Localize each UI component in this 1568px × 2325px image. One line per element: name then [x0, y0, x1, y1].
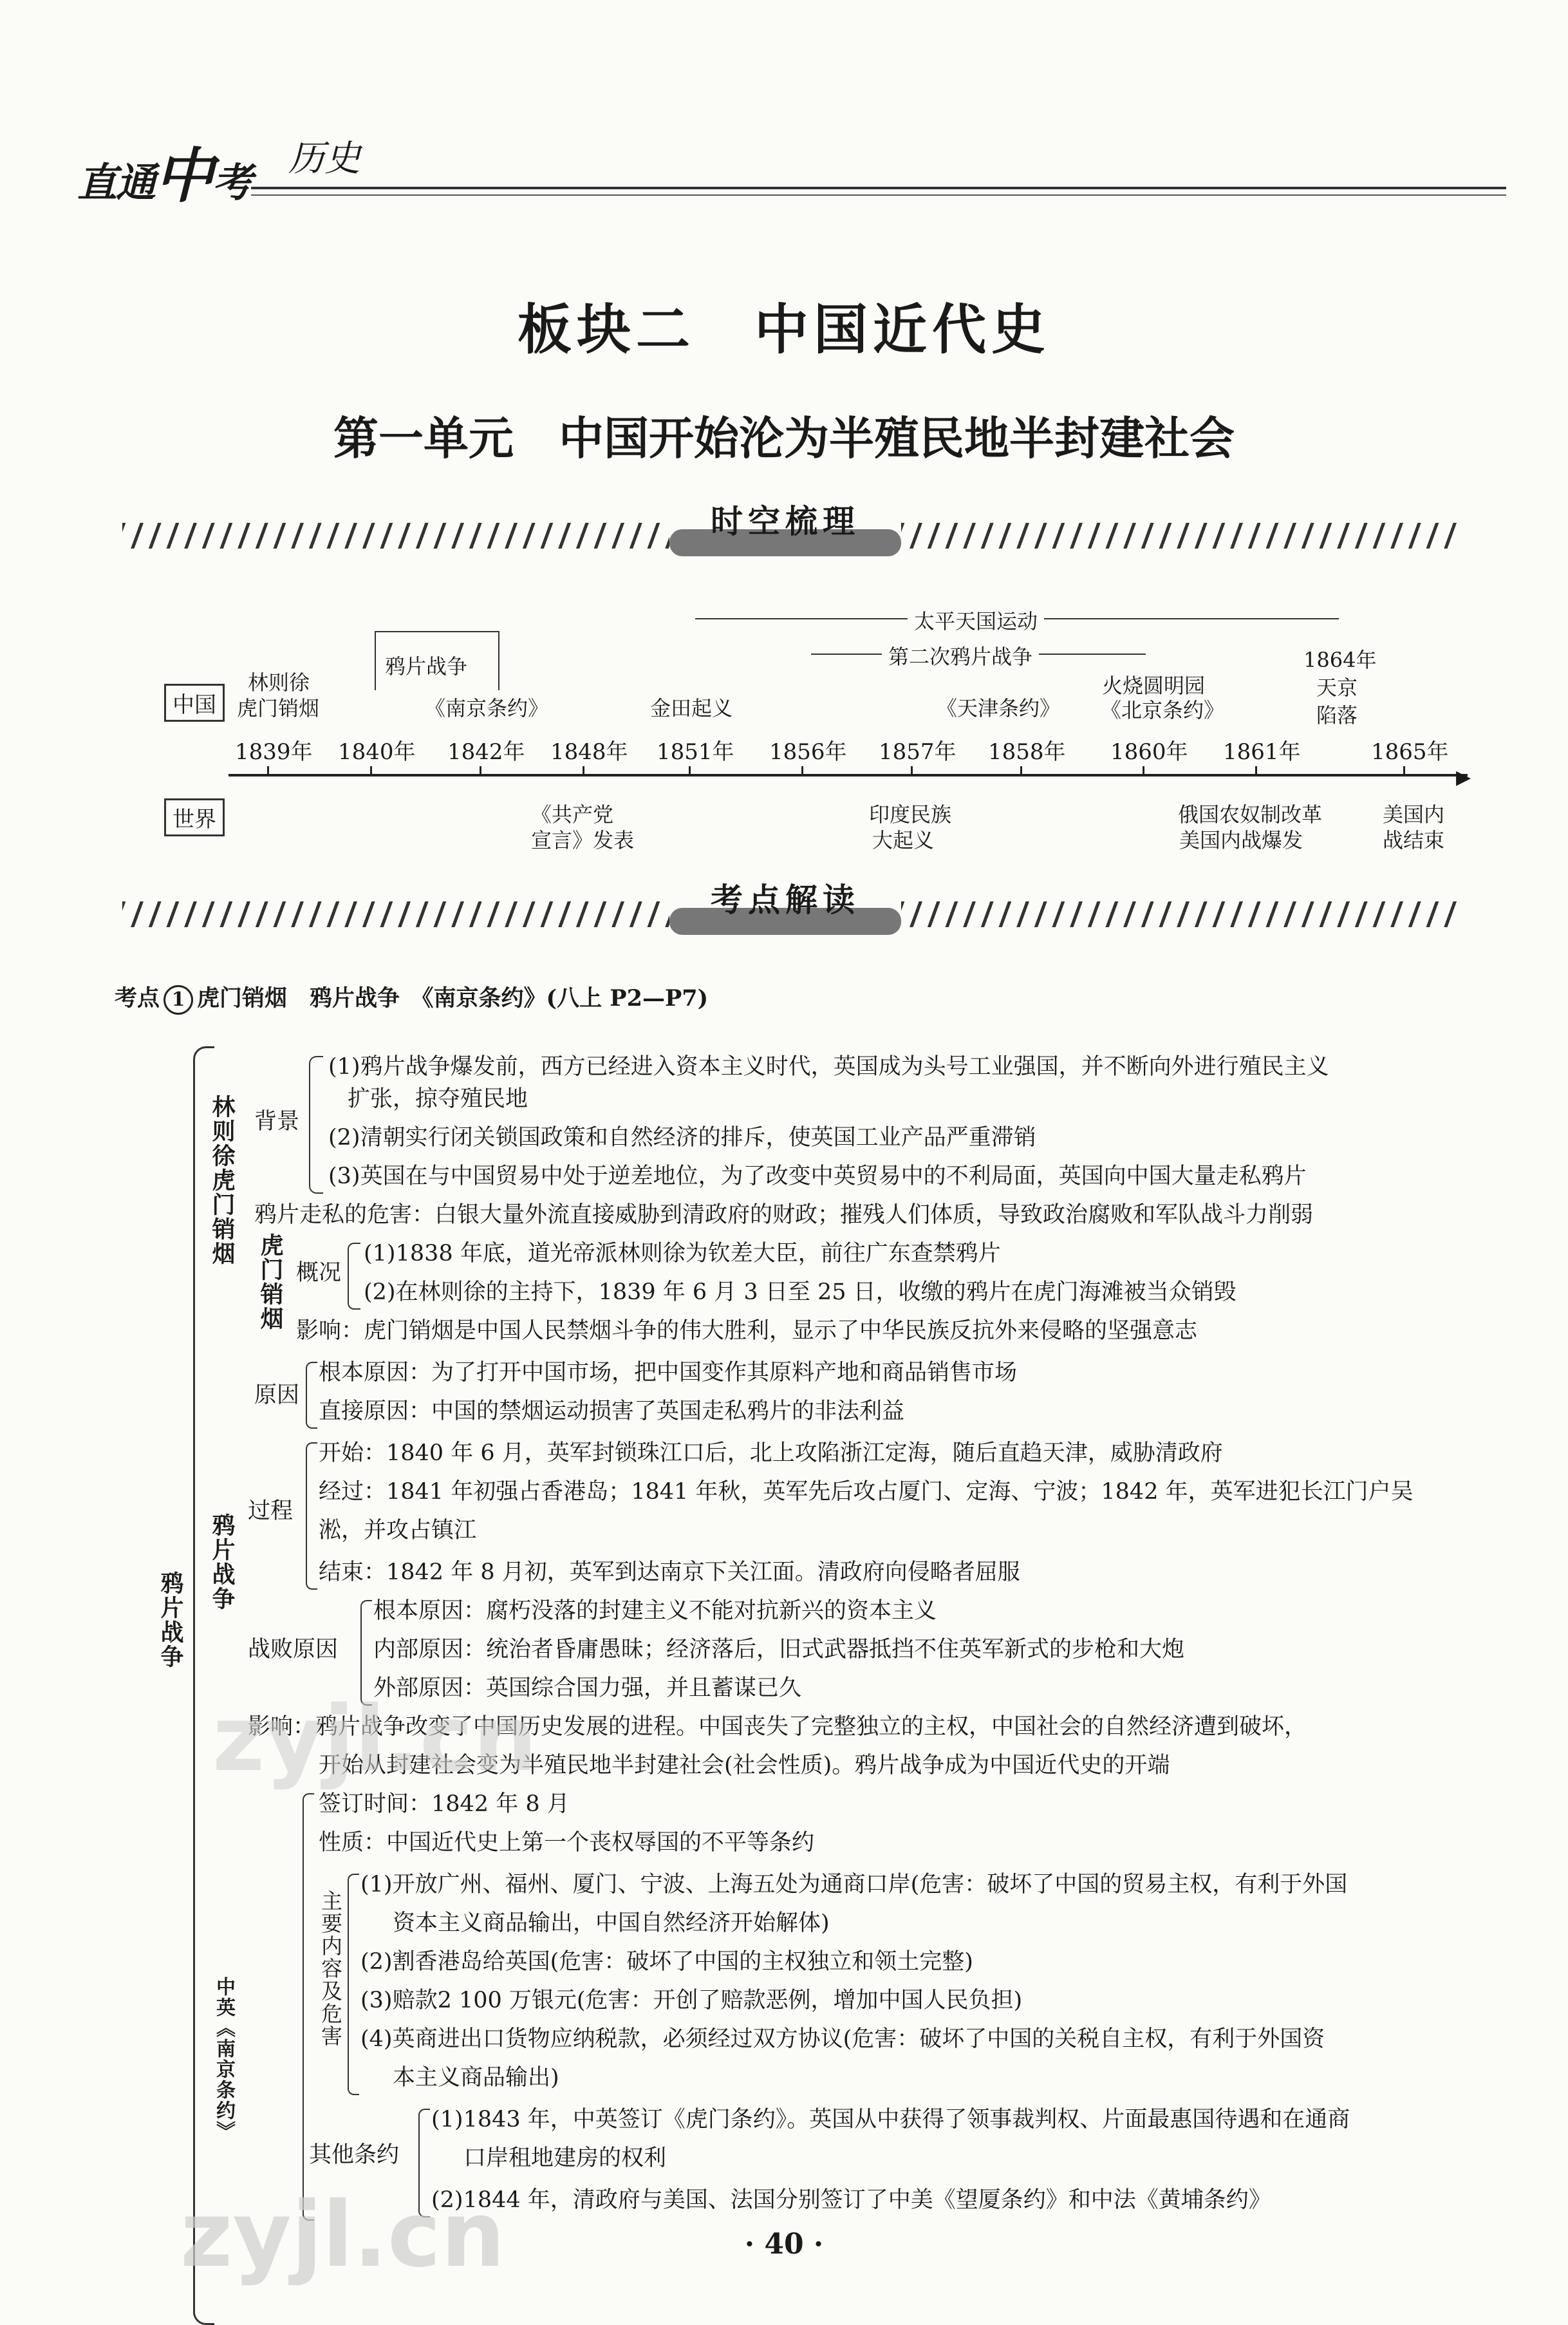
fall-label-2: 天京: [1316, 675, 1358, 700]
line-bg3: (3)英国在与中国贸易中处于逆差地位，为了改变中英贸易中的不利局面，英国向中国大量走私鸦片: [328, 1163, 1307, 1189]
world-us-end-2: 战结束: [1383, 828, 1445, 852]
line-cause2: 直接原因：中国的禁烟运动损害了英国走私鸦片的非法利益: [319, 1398, 905, 1424]
line-o1b: 口岸租地建房的权利: [463, 2145, 667, 2171]
line-harm: 鸦片走私的危害：白银大量外流直接威胁到清政府的财政；摧残人们体质，导致政治腐败和军队战斗力削弱: [254, 1202, 1314, 1228]
jintian-label: 金田起义: [650, 696, 733, 720]
china-label: 中国: [164, 684, 225, 722]
banner-ticks-right: [901, 523, 1461, 549]
timeline-year: 1860年: [1110, 739, 1188, 765]
cause-label: 原因: [254, 1382, 300, 1408]
taiping-label: 太平天国运动: [908, 605, 1044, 635]
line-c4: (4)英商进出口货物应纳税款，必须经过双方协议(危害：破坏了中国的关税自主权，有利于外国资: [360, 2026, 1325, 2052]
header-rule-thin: [251, 194, 1506, 196]
timeline-year: 1858年: [988, 739, 1066, 765]
brace-content: [348, 1874, 359, 2095]
line-impact: 影响：虎门销烟是中国人民禁烟斗争的伟大胜利，显示了中华民族反抗外来侵略的坚强意志: [296, 1318, 1198, 1344]
side-label-humen: 虎门销烟: [257, 1233, 284, 1331]
nanjing-label: 《南京条约》: [425, 696, 549, 720]
timeline-year: 1865年: [1371, 739, 1449, 765]
timeline-year: 1851年: [657, 739, 734, 765]
burn-label-1: 火烧圆明园: [1102, 673, 1206, 698]
watermark-top: zyjl.cn: [212, 1687, 537, 1792]
header-subject: 历史: [288, 138, 360, 180]
timeline-tick: [480, 766, 481, 775]
axis-arrow-icon: ▶: [1456, 766, 1471, 789]
line-bg1b: 扩张，掠夺殖民地: [348, 1086, 528, 1112]
line-ov1: (1)1838 年底，道光帝派林则徐为钦差大臣，前往广东查禁鸦片: [364, 1241, 1001, 1266]
second-war-label: 第二次鸦片战争: [882, 641, 1039, 670]
line-inf2: 开始从封建社会变为半殖民地半封建社会(社会性质)。鸦片战争成为中国近代史的开端: [319, 1753, 1170, 1778]
line-c1: (1)开放广州、福州、厦门、宁波、上海五处为通商口岸(危害：破坏了中国的贸易主权，有利于外国: [360, 1872, 1348, 1897]
line-proc3: 结束：1842 年 8 月初，英军到达南京下关江面。清政府向侵略者屈服: [319, 1559, 1020, 1585]
timeline-year: 1857年: [879, 739, 957, 765]
brace-bg: [309, 1056, 323, 1194]
brace-nanjing: [303, 1793, 314, 2221]
watermark-bottom: zyjl.cn: [180, 2183, 505, 2288]
line-def1: 根本原因：腐朽没落的封建主义不能对抗新兴的资本主义: [373, 1598, 937, 1624]
line-bg1: (1)鸦片战争爆发前，西方已经进入资本主义时代，英国成为头号工业强国，并不断向外进行殖民主义: [328, 1054, 1329, 1080]
line-proc2: 经过：1841 年初强占香港岛；1841 年秋，英军先后攻占厦门、定海、宁波；1842 年，英军进犯长江门户吴: [319, 1479, 1414, 1505]
header-rule: [251, 187, 1506, 189]
timeline-tick: [911, 766, 913, 775]
opium-war-label: 鸦片战争: [385, 654, 468, 679]
section-title-timeline: 时空梳理: [711, 502, 860, 540]
world-india-1: 印度民族: [869, 802, 952, 827]
defeat-label: 战败原因: [248, 1637, 339, 1662]
line-proc2b: 淞，并攻占镇江: [319, 1518, 477, 1543]
lin-label-2: 虎门销烟: [237, 696, 320, 720]
line-cause1: 根本原因：为了打开中国市场，把中国变作其原料产地和商品销售市场: [319, 1360, 1018, 1386]
timeline-tick: [1020, 766, 1022, 775]
timeline-tick: [1255, 766, 1257, 775]
world-manifesto-2: 宣言》发表: [531, 828, 635, 852]
fall-label-1: 1864年: [1303, 648, 1377, 672]
header-logo: 直通中考: [77, 141, 252, 211]
line-c1b: 资本主义商品输出，中国自然经济开始解体): [393, 1910, 830, 1936]
world-russia: 俄国农奴制改革: [1178, 802, 1323, 827]
page-subtitle: 第一单元 中国开始沦为半殖民地半封建社会: [333, 411, 1235, 465]
world-india-2: 大起义: [872, 828, 935, 852]
brace-ov: [348, 1243, 360, 1310]
timeline-year: 1848年: [550, 739, 628, 765]
line-bg2: (2)清朝实行闭关锁国政策和自然经济的排斥，使英国工业产品严重滞销: [328, 1125, 1036, 1151]
line-proc1: 开始：1840 年 6 月，英军封锁珠江口后，北上攻陷浙江定海，随后直趋天津，威胁清政府: [319, 1440, 1223, 1466]
line-o2: (2)1844 年，清政府与美国、法国分别签订了中美《望厦条约》和中法《黄埔条约》: [431, 2187, 1271, 2213]
page-number: · 40 ·: [744, 2228, 824, 2261]
proc-label: 过程: [248, 1498, 294, 1524]
side-label-war-inner: 鸦片战争: [209, 1513, 236, 1611]
line-nature: 性质：中国近代史上第一个丧权辱国的不平等条约: [319, 1830, 815, 1856]
side-label-war-outer: 鸦片战争: [157, 1571, 184, 1669]
brace-proc: [306, 1442, 317, 1590]
side-label-nanjing: 中英《南京条约》: [212, 1977, 235, 2141]
timeline-tick: [1143, 766, 1144, 775]
timeline-year: 1856年: [769, 739, 847, 765]
section-title-points: 考点解读: [711, 881, 860, 919]
timeline-tick: [1403, 766, 1405, 775]
world-manifesto-1: 《共产党: [531, 802, 614, 827]
timeline-axis: [229, 774, 1468, 777]
side-label-content: 主要内容及危害: [318, 1890, 343, 2047]
timeline-year: 1861年: [1223, 739, 1301, 765]
line-o1: (1)1843 年，中英签订《虎门条约》。英国从中获得了领事裁判权、片面最惠国待遇和在通商: [431, 2107, 1350, 2132]
line-inf1: 影响：鸦片战争改变了中国历史发展的进程。中国丧失了完整独立的主权，中国社会的自然经济遭到破坏，: [248, 1714, 1307, 1740]
line-def3: 外部原因：英国综合国力强，并且蓄谋已久: [373, 1675, 802, 1701]
timeline-tick: [370, 766, 372, 775]
line-c3: (3)赔款2 100 万银元(危害：开创了赔款恶例，增加中国人民负担): [360, 1988, 1023, 2013]
world-us-civil: 美国内战爆发: [1179, 828, 1303, 852]
page-title: 板块二 中国近代史: [517, 297, 1050, 361]
world-us-end-1: 美国内: [1383, 802, 1445, 827]
timeline-year: 1839年: [235, 739, 313, 765]
ov-label: 概况: [296, 1260, 342, 1286]
other-label: 其他条约: [309, 2142, 400, 2168]
timeline-tick: [689, 766, 691, 775]
tianjin-label: 《天津条约》: [937, 696, 1061, 720]
banner2-ticks-right: [901, 901, 1461, 927]
world-label: 世界: [164, 798, 225, 836]
brace-cause: [306, 1362, 317, 1429]
banner-ticks-left: [122, 523, 669, 549]
burn-label-2: 《北京条约》: [1101, 698, 1225, 722]
timeline-year: 1840年: [338, 739, 416, 765]
line-sign: 签订时间：1842 年 8 月: [319, 1791, 570, 1817]
side-label-lin: 林则徐虎门销烟: [209, 1095, 236, 1266]
timeline-tick: [801, 766, 803, 775]
bg-label: 背景: [254, 1109, 300, 1134]
fall-label-3: 陷落: [1316, 703, 1358, 728]
timeline-year: 1842年: [447, 739, 525, 765]
lin-label-1: 林则徐: [248, 670, 310, 695]
timeline-tick: [267, 766, 269, 775]
banner2-ticks-left: [122, 901, 669, 927]
timeline-tick: [583, 766, 584, 775]
line-def2: 内部原因：统治者昏庸愚昧；经济落后，旧式武器抵挡不住英军新式的步枪和大炮: [373, 1637, 1185, 1662]
line-ov2: (2)在林则徐的主持下，1839 年 6 月 3 日至 25 日，收缴的鸦片在虎门海滩被当众销毁: [364, 1279, 1237, 1305]
line-c2: (2)割香港岛给英国(危害：破坏了中国的主权独立和领土完整): [360, 1949, 973, 1975]
line-c4b: 本主义商品输出): [393, 2065, 559, 2091]
kaodian-heading: 考点 1 虎门销烟 鸦片战争 《南京条约》(八上 P2—P7): [115, 985, 708, 1015]
